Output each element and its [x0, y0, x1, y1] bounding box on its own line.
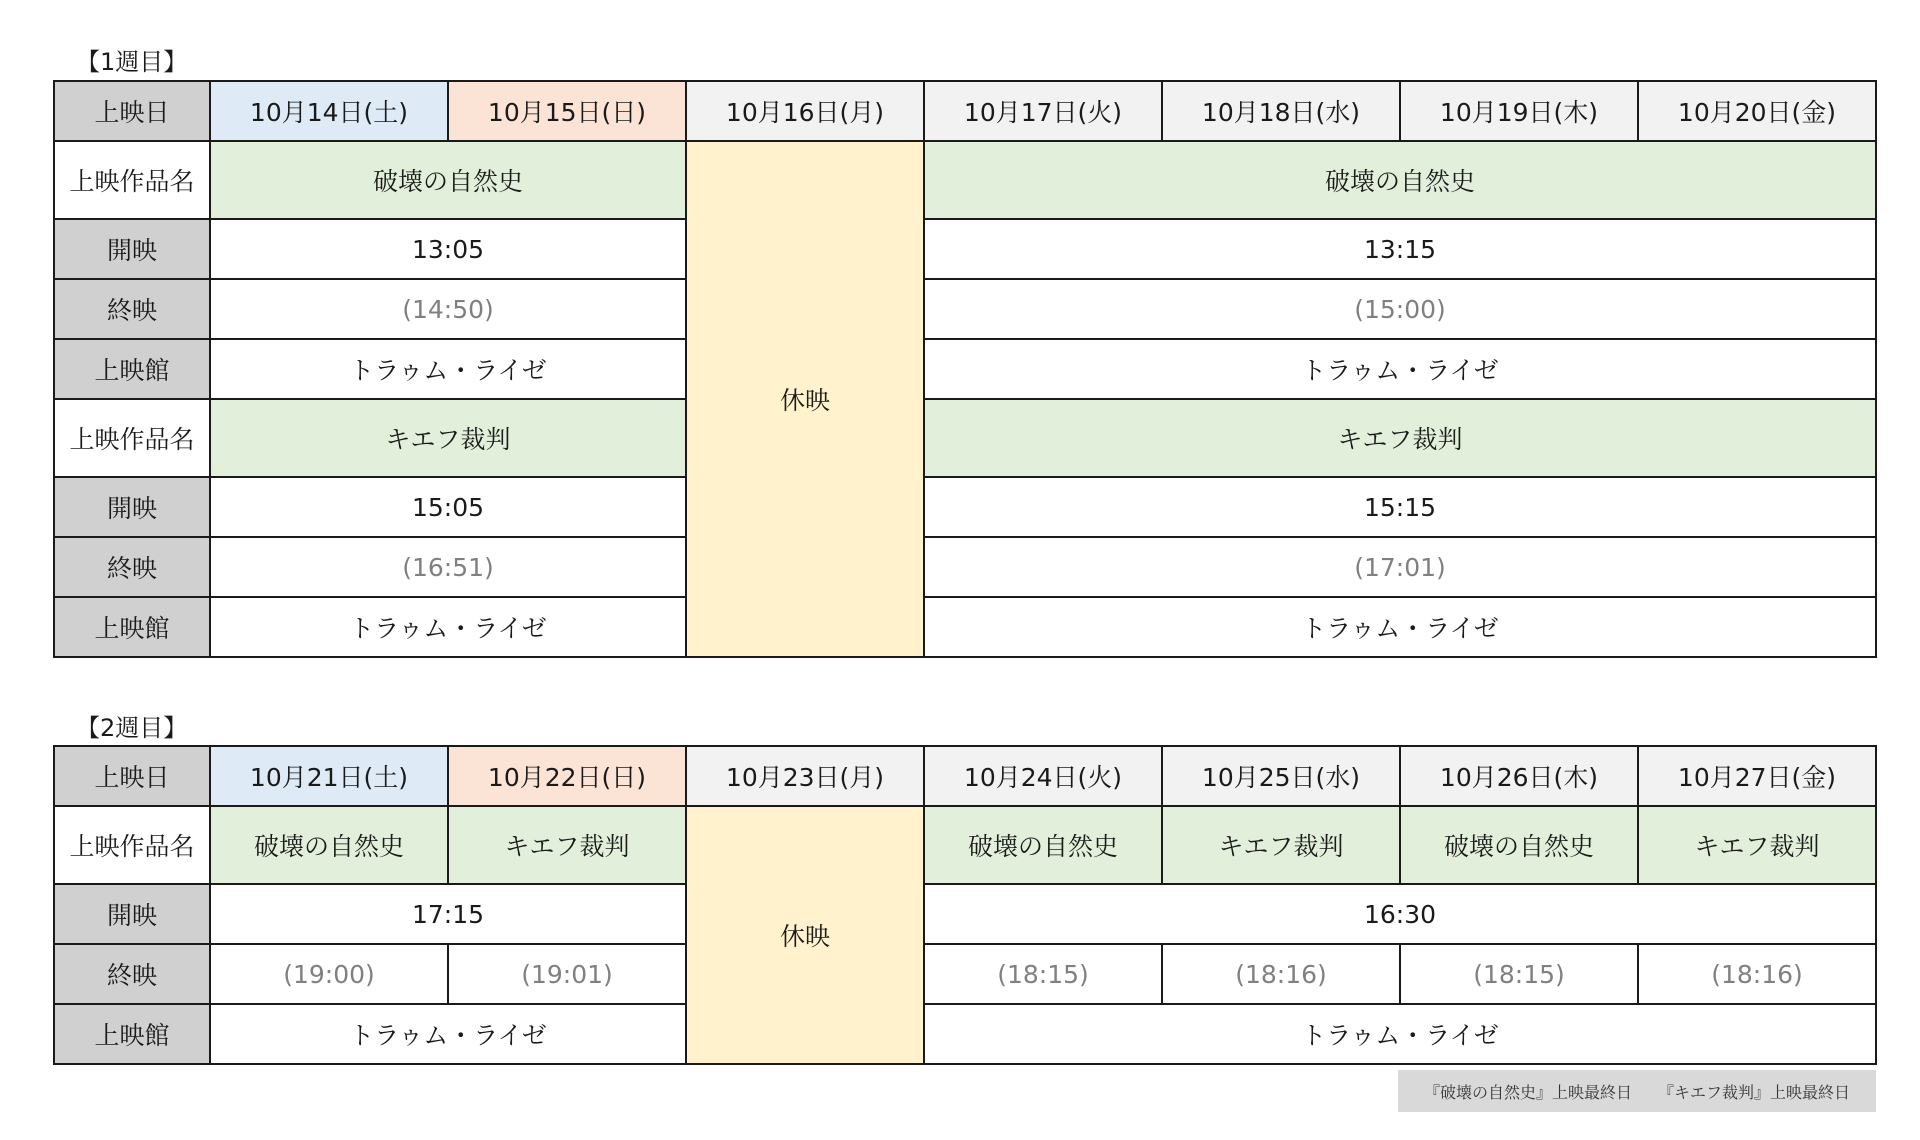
week1-s2-weekend-end: (16:51) [210, 537, 686, 597]
week1-s2-weekend-start: 15:05 [210, 477, 686, 537]
row-label-end: 終映 [54, 944, 210, 1004]
week2-title-wed: キエフ裁判 [1162, 806, 1400, 884]
week2-date-thu: 10月26日(木) [1400, 746, 1638, 806]
row-label-title: 上映作品名 [54, 806, 210, 884]
week1-s1-weekend-title: 破壊の自然史 [210, 141, 686, 219]
week1-s1-weekday-venue: トラゥム・ライゼ [924, 339, 1876, 399]
week2-title-fri: キエフ裁判 [1638, 806, 1876, 884]
week2-schedule-table [53, 745, 1877, 1065]
week2-date-tue: 10月24日(火) [924, 746, 1162, 806]
week1-s2-weekday-title: キエフ裁判 [924, 399, 1876, 477]
week1-screening2-venue-row [54, 597, 1876, 657]
row-label-venue: 上映館 [54, 1004, 210, 1064]
week1-schedule-table [53, 80, 1877, 658]
week1-header-label: 上映日 [54, 81, 210, 141]
week1-date-fri: 10月20日(金) [1638, 81, 1876, 141]
week2-weekday-venue: トラゥム・ライゼ [924, 1004, 1876, 1064]
week2-date-sat: 10月21日(土) [210, 746, 448, 806]
legend-item-destruction: 『破壊の自然史』上映最終日 [1423, 1082, 1632, 1102]
week1-screening2-start-row [54, 477, 1876, 537]
week1-s1-weekday-start: 13:15 [924, 219, 1876, 279]
week2-date-mon: 10月23日(月) [686, 746, 924, 806]
week1-s2-weekday-start: 15:15 [924, 477, 1876, 537]
week2-date-fri: 10月27日(金) [1638, 746, 1876, 806]
week2-end-wed: (18:16) [1162, 944, 1400, 1004]
week1-screening1-title-row [54, 141, 1876, 219]
row-label-title: 上映作品名 [54, 141, 210, 219]
row-label-venue: 上映館 [54, 597, 210, 657]
week1-date-thu: 10月19日(木) [1400, 81, 1638, 141]
week1-screening1-venue-row [54, 339, 1876, 399]
week1-screening1-end-row [54, 279, 1876, 339]
week2-start-row [54, 884, 1876, 944]
last-day-legend [1398, 1070, 1876, 1112]
week1-s1-weekend-start: 13:05 [210, 219, 686, 279]
week1-s1-weekend-venue: トラゥム・ライゼ [210, 339, 686, 399]
week2-title-row [54, 806, 1876, 884]
week1-closed-cell: 休映 [686, 141, 924, 657]
week1-header-row [54, 81, 1876, 141]
week2-header-label: 上映日 [54, 746, 210, 806]
week1-screening1-start-row [54, 219, 1876, 279]
week1-date-mon: 10月16日(月) [686, 81, 924, 141]
week1-s1-weekday-title: 破壊の自然史 [924, 141, 1876, 219]
week2-title-sat: 破壊の自然史 [210, 806, 448, 884]
week1-date-sat: 10月14日(土) [210, 81, 448, 141]
row-label-start: 開映 [54, 477, 210, 537]
row-label-end: 終映 [54, 537, 210, 597]
week2-title-thu: 破壊の自然史 [1400, 806, 1638, 884]
week1-label: 【1週目】 [76, 48, 188, 76]
week1-date-wed: 10月18日(水) [1162, 81, 1400, 141]
row-label-start: 開映 [54, 884, 210, 944]
row-label-title: 上映作品名 [54, 399, 210, 477]
row-label-start: 開映 [54, 219, 210, 279]
week2-end-row [54, 944, 1876, 1004]
week2-weekend-start: 17:15 [210, 884, 686, 944]
row-label-venue: 上映館 [54, 339, 210, 399]
week1-date-sun: 10月15日(日) [448, 81, 686, 141]
week2-date-sun: 10月22日(日) [448, 746, 686, 806]
week1-s2-weekday-venue: トラゥム・ライゼ [924, 597, 1876, 657]
row-label-end: 終映 [54, 279, 210, 339]
week1-s2-weekday-end: (17:01) [924, 537, 1876, 597]
week2-end-sat: (19:00) [210, 944, 448, 1004]
week2-end-sun: (19:01) [448, 944, 686, 1004]
week2-label: 【2週目】 [76, 714, 188, 742]
week2-weekend-venue: トラゥム・ライゼ [210, 1004, 686, 1064]
week1-s2-weekend-title: キエフ裁判 [210, 399, 686, 477]
week1-screening2-end-row [54, 537, 1876, 597]
week2-end-tue: (18:15) [924, 944, 1162, 1004]
week2-end-fri: (18:16) [1638, 944, 1876, 1004]
week1-s1-weekend-end: (14:50) [210, 279, 686, 339]
week1-screening2-title-row [54, 399, 1876, 477]
legend-item-kyiv: 『キエフ裁判』上映最終日 [1658, 1082, 1851, 1102]
week2-title-sun: キエフ裁判 [448, 806, 686, 884]
week1-s1-weekday-end: (15:00) [924, 279, 1876, 339]
week2-weekday-start: 16:30 [924, 884, 1876, 944]
week2-closed-cell: 休映 [686, 806, 924, 1064]
week2-header-row [54, 746, 1876, 806]
week2-date-wed: 10月25日(水) [1162, 746, 1400, 806]
week1-s2-weekend-venue: トラゥム・ライゼ [210, 597, 686, 657]
week2-venue-row [54, 1004, 1876, 1064]
week1-date-tue: 10月17日(火) [924, 81, 1162, 141]
week2-title-tue: 破壊の自然史 [924, 806, 1162, 884]
week2-end-thu: (18:15) [1400, 944, 1638, 1004]
